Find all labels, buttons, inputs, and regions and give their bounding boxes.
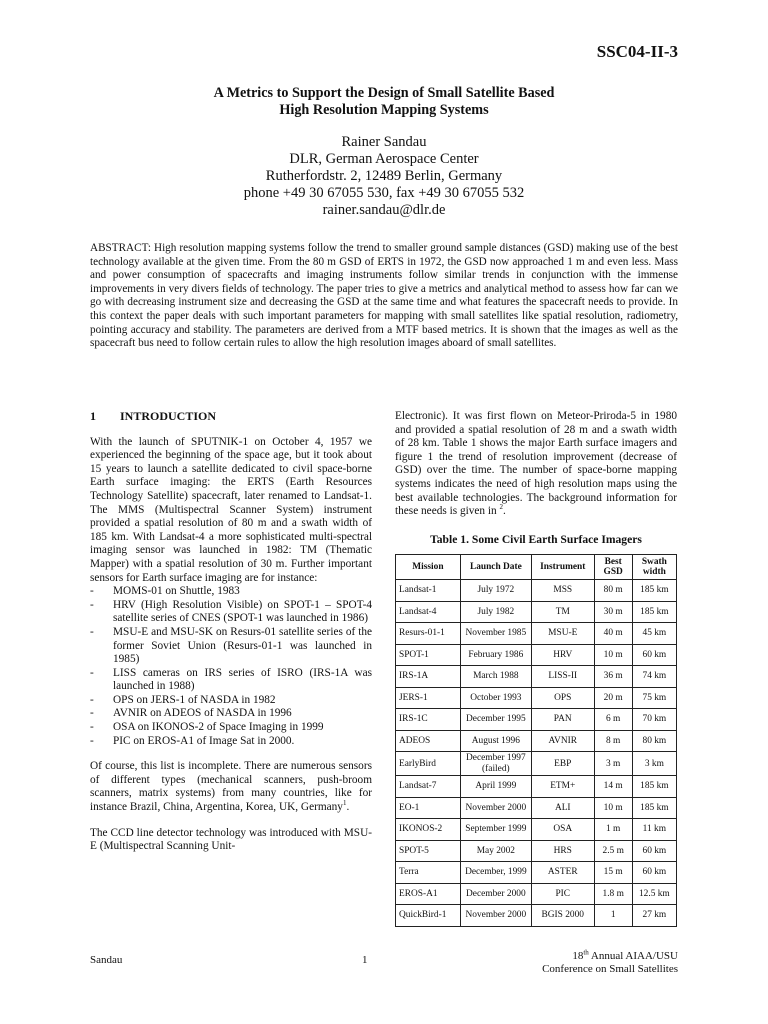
- cell-launch-date: November 1985: [460, 623, 531, 645]
- cell-best-gsd: 20 m: [594, 687, 632, 709]
- cell-swath-width: 60 km: [632, 840, 676, 862]
- paper-title: [0, 85, 768, 119]
- cell-best-gsd: 10 m: [594, 644, 632, 666]
- cell-instrument: BGIS 2000: [531, 905, 594, 927]
- intro-paragraph-2: [90, 760, 372, 814]
- cell-launch-date: December 1995: [460, 709, 531, 731]
- cell-mission: EROS-A1: [396, 883, 461, 905]
- table-caption: Table 1. Some Civil Earth Surface Imagers: [430, 532, 642, 546]
- footnote-ref-2[interactable]: 2: [499, 503, 503, 512]
- left-column: [90, 410, 372, 854]
- cell-launch-date: November 2000: [460, 905, 531, 927]
- cell-swath-width: 80 km: [632, 730, 676, 752]
- cell-mission: QuickBird-1: [396, 905, 461, 927]
- cell-best-gsd: 40 m: [594, 623, 632, 645]
- cell-mission: SPOT-5: [396, 840, 461, 862]
- cell-launch-date: April 1999: [460, 776, 531, 798]
- cell-instrument: ALI: [531, 797, 594, 819]
- header-mission: Mission: [396, 555, 461, 580]
- table-row: [396, 644, 677, 666]
- cell-instrument: OSA: [531, 819, 594, 841]
- paragraph-3-end: .: [502, 505, 506, 518]
- cell-instrument: MSS: [531, 580, 594, 602]
- table-row: [396, 752, 677, 776]
- cell-instrument: HRV: [531, 644, 594, 666]
- cell-mission: Landsat-1: [396, 580, 461, 602]
- intro-paragraph-3: The CCD line detector technology was introduced with MSU-E (Multispectral Scanning Unit-: [90, 826, 372, 853]
- cell-launch-date: December, 1999: [460, 862, 531, 884]
- cell-swath-width: 74 km: [632, 666, 676, 688]
- list-item: - HRV (High Resolution Visible) on SPOT-1 – SPOT-4 satellite series of CNES (SPOT-1 was launched in 1986): [90, 599, 372, 626]
- cell-instrument: HRS: [531, 840, 594, 862]
- cell-launch-date: May 2002: [460, 840, 531, 862]
- list-item: - AVNIR on ADEOS of NASDA in 1996: [90, 707, 372, 721]
- footer-author: Sandau: [90, 954, 123, 966]
- cell-swath-width: 60 km: [632, 862, 676, 884]
- cell-swath-width: 185 km: [632, 776, 676, 798]
- table-row: [396, 776, 677, 798]
- cell-instrument: EBP: [531, 752, 594, 776]
- intro-paragraph-3-continued: [395, 410, 677, 519]
- cell-best-gsd: 8 m: [594, 730, 632, 752]
- cell-best-gsd: 30 m: [594, 601, 632, 623]
- section-number: 1: [90, 409, 96, 423]
- cell-mission: Landsat-4: [396, 601, 461, 623]
- intro-paragraph-1: With the launch of SPUTNIK-1 on October 4, 1957 we experienced the beginning of the space age, but it took about 15 years to launch a satellite dedicated to civil space-borne Earth surface imaging: the ERTS (Earth Resources Technology Satellite) spacecraft, later renamed to Landsat-1. The MMS (Multispectral Scanner System) instrument provided a spatial resolution of 80 m and a swath width of 185 km. With Landsat-4 a more sophisticated multi-spectral imaging sensor was launched in 1982: TM (Thematic Mapper) with a spatial resolution of 30 m. Further important sensors for Earth surface imaging are for instance:: [90, 435, 372, 584]
- cell-launch-date: October 1993: [460, 687, 531, 709]
- table-row: [396, 797, 677, 819]
- cell-instrument: OPS: [531, 687, 594, 709]
- footnote-ref-1[interactable]: 1: [342, 799, 347, 808]
- table-row: [396, 601, 677, 623]
- section-heading: [90, 410, 372, 424]
- cell-mission: IRS-1C: [396, 709, 461, 731]
- cell-mission: SPOT-1: [396, 644, 461, 666]
- header-best-gsd: Best GSD: [594, 555, 632, 580]
- table-header-row: [396, 555, 677, 580]
- table-row: [396, 840, 677, 862]
- conference-line-1: [542, 950, 678, 963]
- author-name: Rainer Sandau: [341, 134, 427, 150]
- list-item: - MSU-E and MSU-SK on Resurs-01 satellite series of the former Soviet Union (Resurs-01-1 was launched in 1985): [90, 626, 372, 667]
- cell-launch-date: September 1999: [460, 819, 531, 841]
- list-item: - MOMS-01 on Shuttle, 1983: [90, 585, 372, 599]
- cell-best-gsd: 14 m: [594, 776, 632, 798]
- author-organization: DLR, German Aerospace Center: [289, 151, 479, 167]
- cell-mission: ADEOS: [396, 730, 461, 752]
- header-instrument: Instrument: [531, 555, 594, 580]
- cell-mission: IKONOS-2: [396, 819, 461, 841]
- paragraph-2-text: Of course, this list is incomplete. There are numerous sensors of different types (mechanical scanners, push-broom scanners, matrix systems) from many countries, like for instance Brazil, China, Argentina, Korea, UK, Germany: [90, 760, 372, 814]
- table-row: [396, 709, 677, 731]
- table-row: [396, 819, 677, 841]
- table-row: [396, 666, 677, 688]
- cell-instrument: ASTER: [531, 862, 594, 884]
- cell-best-gsd: 1 m: [594, 819, 632, 841]
- author-address: Rutherfordstr. 2, 12489 Berlin, Germany: [265, 168, 503, 184]
- conference-org: Annual AIAA/USU: [588, 950, 678, 962]
- cell-mission: Terra: [396, 862, 461, 884]
- cell-instrument: PAN: [531, 709, 594, 731]
- cell-launch-date: August 1996: [460, 730, 531, 752]
- cell-mission: Resurs-01-1: [396, 623, 461, 645]
- table-row: [396, 730, 677, 752]
- ordinal-suffix: th: [583, 948, 589, 957]
- cell-swath-width: 70 km: [632, 709, 676, 731]
- cell-best-gsd: 80 m: [594, 580, 632, 602]
- table-row: [396, 905, 677, 927]
- cell-mission: IRS-1A: [396, 666, 461, 688]
- paragraph-3-cont-text: Electronic). It was first flown on Meteor-Priroda-5 in 1980 and provided a spatial resolution of 28 m and a swath width of 28 km. Table 1 shows the major Earth surface imagers and figure 1 the trend of resolution improvement (decrease of GSD) over the time. The number of space-borne mapping systems indicates the need of high resolution maps using the best available technologies. The background information for these needs is given in: [395, 410, 677, 518]
- title-line-1: A Metrics to Support the Design of Small Satellite Based: [213, 85, 555, 101]
- cell-best-gsd: 36 m: [594, 666, 632, 688]
- cell-instrument: AVNIR: [531, 730, 594, 752]
- title-line-2: High Resolution Mapping Systems: [279, 102, 489, 118]
- cell-swath-width: 27 km: [632, 905, 676, 927]
- cell-best-gsd: 6 m: [594, 709, 632, 731]
- cell-swath-width: 60 km: [632, 644, 676, 666]
- table-row: [396, 862, 677, 884]
- table-row: [396, 580, 677, 602]
- cell-launch-date: February 1986: [460, 644, 531, 666]
- section-title: INTRODUCTION: [120, 409, 217, 423]
- conference-line-2: Conference on Small Satellites: [542, 963, 678, 975]
- cell-instrument: TM: [531, 601, 594, 623]
- cell-swath-width: 75 km: [632, 687, 676, 709]
- sensor-list: [90, 585, 372, 748]
- page-number: 1: [362, 954, 368, 966]
- table-row: [396, 687, 677, 709]
- cell-instrument: MSU-E: [531, 623, 594, 645]
- conference-edition: 18: [572, 950, 584, 962]
- cell-swath-width: 185 km: [632, 601, 676, 623]
- author-phone-fax: phone +49 30 67055 530, fax +49 30 67055 532: [243, 185, 525, 201]
- cell-launch-date: November 2000: [460, 797, 531, 819]
- list-item: - LISS cameras on IRS series of ISRO (IRS-1A was launched in 1988): [90, 667, 372, 694]
- cell-mission: JERS-1: [396, 687, 461, 709]
- cell-swath-width: 12.5 km: [632, 883, 676, 905]
- list-item: - OPS on JERS-1 of NASDA in 1982: [90, 694, 372, 708]
- table-row: [396, 883, 677, 905]
- author-block: [0, 134, 768, 219]
- cell-launch-date: March 1988: [460, 666, 531, 688]
- cell-mission: Landsat-7: [396, 776, 461, 798]
- cell-instrument: PIC: [531, 883, 594, 905]
- cell-instrument: ETM+: [531, 776, 594, 798]
- cell-launch-date: July 1972: [460, 580, 531, 602]
- table-row: [396, 623, 677, 645]
- cell-best-gsd: 10 m: [594, 797, 632, 819]
- cell-best-gsd: 1: [594, 905, 632, 927]
- right-column: [395, 410, 677, 927]
- cell-best-gsd: 1.8 m: [594, 883, 632, 905]
- paragraph-2-end: .: [346, 801, 350, 814]
- cell-best-gsd: 3 m: [594, 752, 632, 776]
- cell-mission: EarlyBird: [396, 752, 461, 776]
- cell-launch-date: December 2000: [460, 883, 531, 905]
- footer-conference: [542, 950, 678, 976]
- cell-best-gsd: 15 m: [594, 862, 632, 884]
- cell-swath-width: 45 km: [632, 623, 676, 645]
- document-id: SSC04-II-3: [596, 42, 678, 61]
- header-launch-date: Launch Date: [460, 555, 531, 580]
- abstract: ABSTRACT: High resolution mapping systems follow the trend to smaller ground sample distances (GSD) making use of the best technology available at the given time. From the 80 m GSD of ERTS in 1972, the GSD now approached 1 m and even less. Mass and power consumption of spacecrafts and imaging instruments follow similar trends in conjunction with the immense improvements in very divers fields of technology. The paper tries to give a metrics and analytical method to assess how far can we go with decreasing instrument size and decreasing the GSD at the same time and what features the spacecraft needs to provide. In this context the paper deals with such important parameters for mapping with small satellites like spatial resolution, radiometry, pointing accuracy and stability. The parameters are derived from a MTF based metrics. It is shown that the images as well as the spacecraft bus need to follow certain rules to allow the high resolution images aboard of small satellites.: [90, 242, 678, 350]
- cell-launch-date: December 1997 (failed): [460, 752, 531, 776]
- list-item: - PIC on EROS-A1 of Image Sat in 2000.: [90, 735, 372, 749]
- header-swath-width: Swath width: [632, 555, 676, 580]
- cell-mission: EO-1: [396, 797, 461, 819]
- cell-swath-width: 11 km: [632, 819, 676, 841]
- cell-swath-width: 185 km: [632, 580, 676, 602]
- cell-swath-width: 185 km: [632, 797, 676, 819]
- cell-swath-width: 3 km: [632, 752, 676, 776]
- imagers-table: [395, 554, 677, 926]
- cell-launch-date: July 1982: [460, 601, 531, 623]
- cell-instrument: LISS-II: [531, 666, 594, 688]
- list-item: - OSA on IKONOS-2 of Space Imaging in 1999: [90, 721, 372, 735]
- author-email: rainer.sandau@dlr.de: [322, 202, 446, 218]
- cell-best-gsd: 2.5 m: [594, 840, 632, 862]
